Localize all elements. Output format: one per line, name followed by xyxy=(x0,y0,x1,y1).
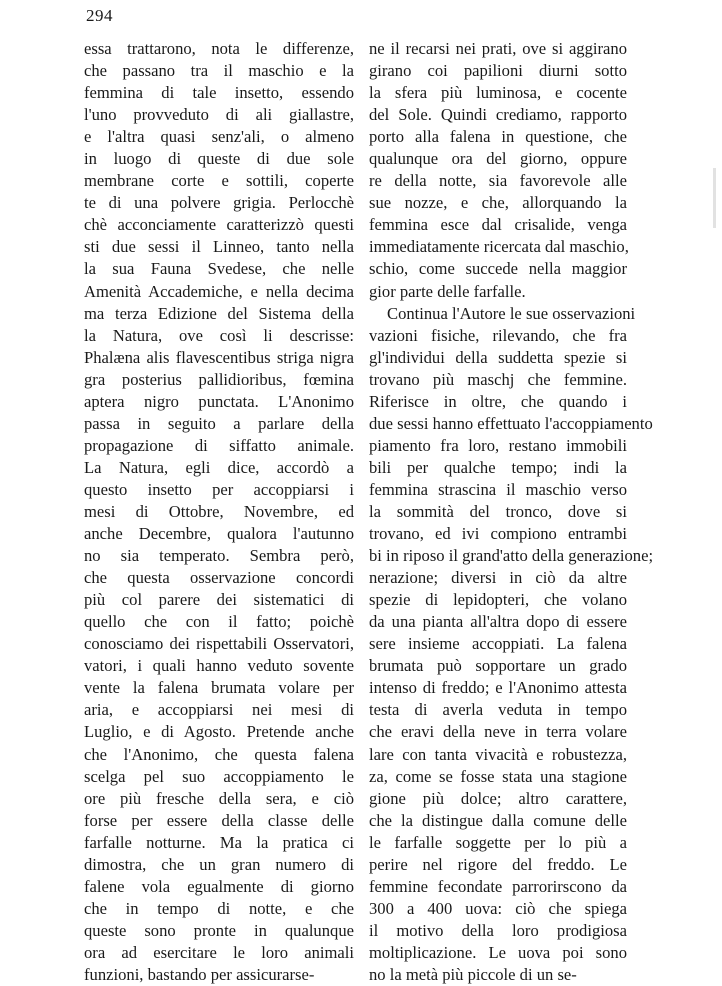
left-column-line: scelga pel suo accoppiamento le xyxy=(84,766,354,786)
left-column-line: femmina di tale insetto, essendo xyxy=(84,83,354,103)
right-column-line: perire nel rigore del freddo. Le xyxy=(369,854,627,874)
left-column-line: passa in seguito a parlare della xyxy=(84,413,354,433)
left-column-line: Luglio, e di Agosto. Pretende anche xyxy=(84,722,354,742)
left-column-line: questo insetto per accoppiarsi i xyxy=(84,479,354,499)
left-column-line: mesi di Ottobre, Novembre, ed xyxy=(84,501,354,521)
right-column-line: vazioni fisiche, rilevando, che fra xyxy=(369,325,627,345)
right-column-line: no la metà più piccole di un se- xyxy=(369,964,577,984)
left-column-line: in luogo di queste di due sole xyxy=(84,149,354,169)
right-column-line: qualunque ora del giorno, oppure xyxy=(369,149,627,169)
left-column-line: Amenità Accademiche, e nella decima xyxy=(84,281,354,301)
left-column-line: propagazione di siffatto animale. xyxy=(84,435,354,455)
right-column-line: piamento fra loro, restano immobili xyxy=(369,435,627,455)
right-column-line: sere insieme accoppiati. La falena xyxy=(369,634,627,654)
left-column-line: che l'Anonimo, che questa falena xyxy=(84,744,354,764)
left-column-line: vente la falena brumata volare per xyxy=(84,678,354,698)
right-column xyxy=(369,38,654,986)
right-column-line: intenso di freddo; e l'Anonimo attesta xyxy=(369,678,627,698)
left-column-line: aptera nigro punctata. L'Anonimo xyxy=(84,391,354,411)
left-column-line: conosciamo dei rispettabili Osservatori, xyxy=(84,634,354,654)
left-column-line: queste sono pronte in qualunque xyxy=(84,920,354,940)
right-column-line: la sfera più luminosa, e cocente xyxy=(369,83,627,103)
left-column-line: quello che con il fatto; poichè xyxy=(84,612,354,632)
right-column-line: nerazione; diversi in ciò da altre xyxy=(369,568,627,588)
right-column-line: bili per qualche tempo; indi la xyxy=(369,457,627,477)
right-column-line: due sessi hanno effettuato l'accoppiamento xyxy=(369,413,653,433)
left-column-line: no sia temperato. Sembra però, xyxy=(84,546,354,566)
right-column-line: ne il recarsi nei prati, ove si aggirano xyxy=(369,39,627,58)
right-column-line: la sommità del tronco, dove si xyxy=(369,501,627,521)
right-column-line: gior parte delle farfalle. xyxy=(369,281,526,301)
right-column-line: lare con tanta vivacità e robustezza, xyxy=(369,744,627,764)
right-column-line: femmine fecondate parrorirscono da xyxy=(369,876,627,896)
right-column-line: femmina strascina il maschio verso xyxy=(369,479,627,499)
left-column-line: più col parere dei sistematici di xyxy=(84,590,354,610)
left-column-line: gra posterius pallidioribus, fœmina xyxy=(84,369,354,389)
left-column-line: te di una polvere grigia. Perlocchè xyxy=(84,193,354,213)
left-column-line: l'uno provveduto di ali giallastre, xyxy=(84,105,354,125)
left-column-line: forse per essere della classe delle xyxy=(84,810,354,830)
left-column-line: e l'altra quasi senz'ali, o almeno xyxy=(84,127,354,147)
left-column-line: Phalæna alis flavescentibus striga nigra xyxy=(84,347,354,367)
left-column-line: vatori, i quali hanno veduto sovente xyxy=(84,656,354,676)
right-column-line: gione più dolce; altro carattere, xyxy=(369,788,627,808)
left-column-line: dimostra, che un gran numero di xyxy=(84,854,354,874)
left-column-line: ma terza Edizione del Sistema della xyxy=(84,303,354,323)
right-column-line: che la distingue dalla comune delle xyxy=(369,810,627,830)
right-column-line: Riferisce in oltre, che quando i xyxy=(369,391,627,411)
right-column-line: trovano più maschj che femmine. xyxy=(369,369,627,389)
right-column-line: brumata può sopportare un grado xyxy=(369,656,627,676)
right-column-line: spezie di lepidopteri, che volano xyxy=(369,590,627,610)
left-column-line: funzioni, bastando per assicurarse- xyxy=(84,964,315,984)
left-column-line: ore più fresche della sera, e ciò xyxy=(84,788,354,808)
page-number: 294 xyxy=(86,6,113,25)
left-column-line: membrane corte e sottili, coperte xyxy=(84,171,354,191)
right-column-line: za, come se fosse stata una stagione xyxy=(369,766,627,786)
right-column-line: girano coi papilioni diurni sotto xyxy=(369,61,627,81)
right-column-line: testa di averla veduta in tempo xyxy=(369,700,627,720)
right-column-line: del Sole. Quindi crediamo, rapporto xyxy=(369,105,627,125)
left-column xyxy=(84,38,354,986)
left-column-line: La Natura, egli dice, accordò a xyxy=(84,457,354,477)
right-column-line: immediatamente ricercata dal maschio, xyxy=(369,237,629,257)
right-column-line: femmina esce dal crisalide, venga xyxy=(369,215,627,235)
right-column-line: il motivo della loro prodigiosa xyxy=(369,920,627,940)
left-column-line: la sua Fauna Svedese, che nelle xyxy=(84,259,354,279)
right-column-line: bi in riposo il grand'atto della generazione; xyxy=(369,546,654,566)
left-column-line: che passano tra il maschio e la xyxy=(84,61,354,81)
right-column-line: gl'individui della suddetta spezie si xyxy=(369,347,627,367)
left-column-line: che in tempo di notte, e che xyxy=(84,898,354,918)
right-column-line: schio, come succede nella maggior xyxy=(369,259,627,279)
left-column-line: essa trattarono, nota le differenze, xyxy=(84,39,354,58)
left-column-line: sti due sessi il Linneo, tanto nella xyxy=(84,237,354,257)
left-column-line: la Natura, ove così li descrisse: xyxy=(84,325,354,345)
right-column-line: le farfalle soggette per lo più a xyxy=(369,832,627,852)
right-column-line: che eravi della neve in terra volare xyxy=(369,722,627,742)
right-column-line: re della notte, sia favorevole alle xyxy=(369,171,627,191)
left-column-line: ora ad esercitare le loro animali xyxy=(84,942,354,962)
right-column-line: Continua l'Autore le sue osservazioni xyxy=(387,303,636,323)
right-column-line: sue nozze, e che, allorquando la xyxy=(369,193,627,213)
right-column-line: porto alla falena in questione, che xyxy=(369,127,627,147)
left-column-line: aria, e accoppiarsi nei mesi di xyxy=(84,700,354,720)
left-column-line: falene vola egualmente di giorno xyxy=(84,876,354,896)
right-column-line: moltiplicazione. Le uova poi sono xyxy=(369,942,627,962)
page-edge-shadow xyxy=(713,168,716,228)
left-column-line: anche Decembre, qualora l'autunno xyxy=(84,524,354,544)
right-column-line: trovano, ed ivi compiono entrambi xyxy=(369,524,627,544)
right-column-line: da una pianta all'altra dopo di essere xyxy=(369,612,627,632)
left-column-line: che questa osservazione concordi xyxy=(84,568,354,588)
left-column-line: farfalle notturne. Ma la pratica ci xyxy=(84,832,354,852)
right-column-line: 300 a 400 uova: ciò che spiega xyxy=(369,898,627,918)
left-column-line: chè acconciamente caratterizzò questi xyxy=(84,215,354,235)
